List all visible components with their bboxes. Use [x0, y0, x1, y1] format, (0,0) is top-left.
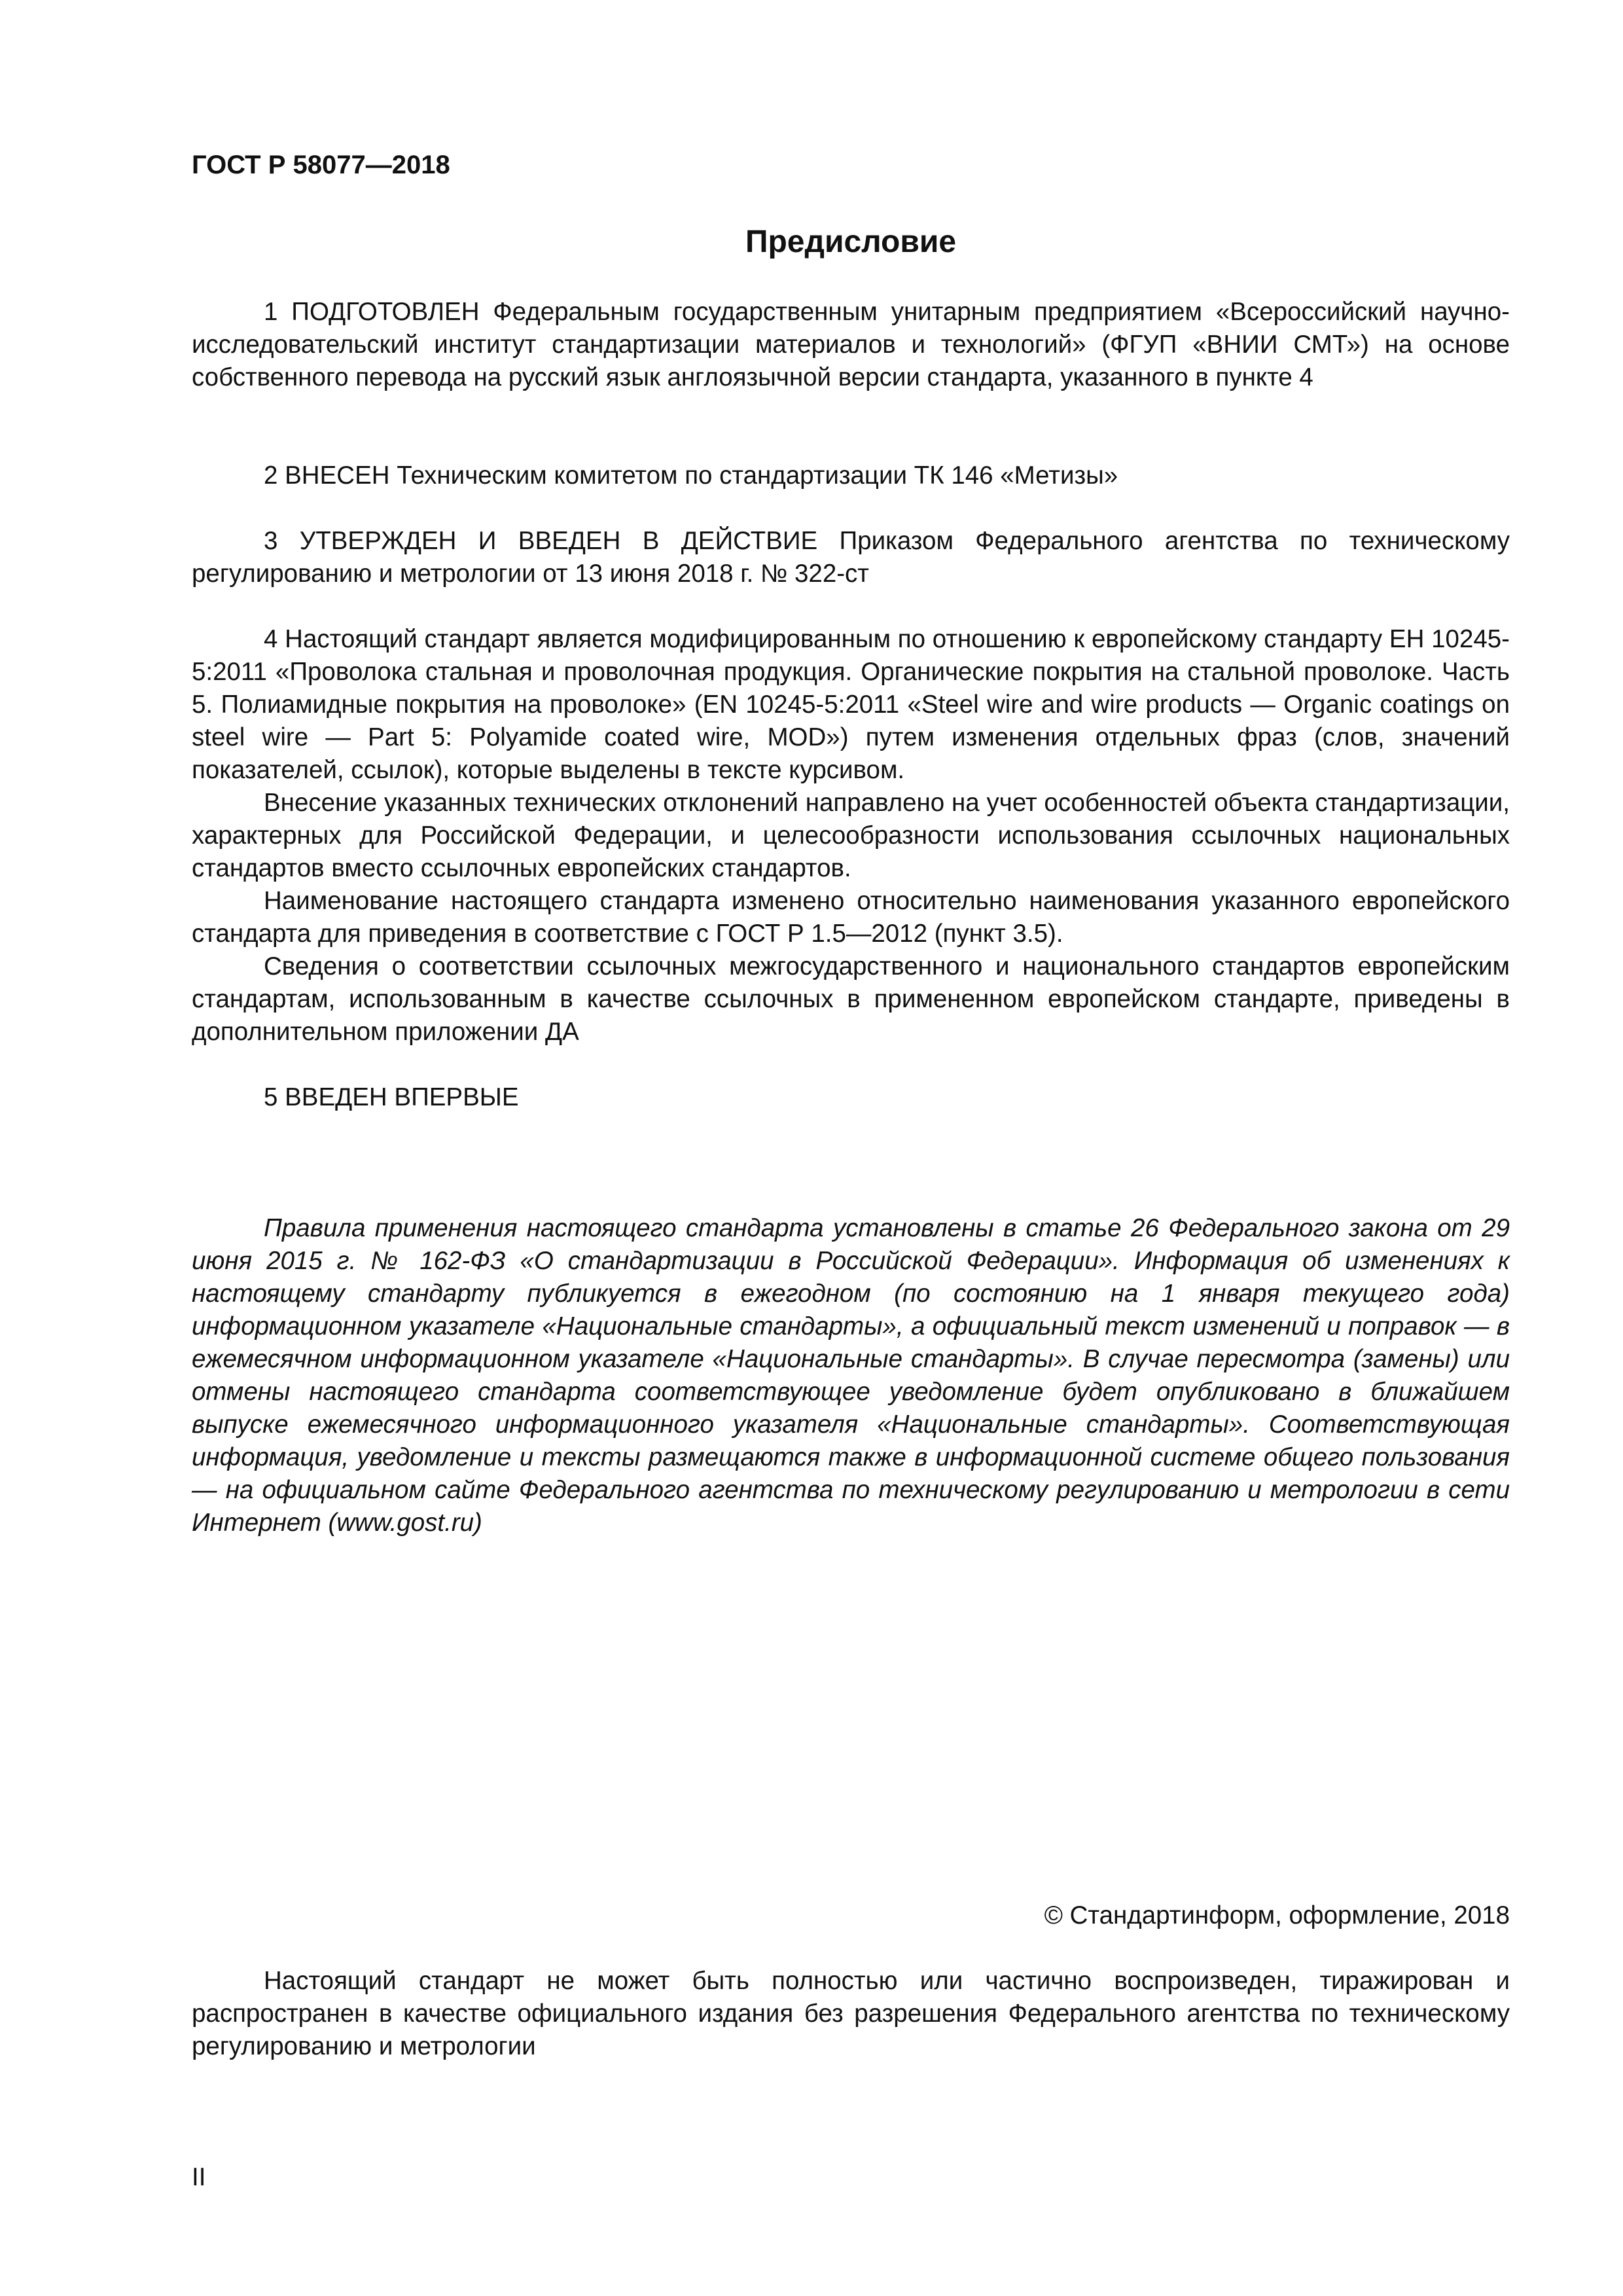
- document-code: ГОСТ Р 58077—2018: [192, 151, 450, 179]
- reproduction-notice-text: Настоящий стандарт не может быть полностью или частично воспроизведен, тиражирован и распространен в качестве официального издания без разрешения Федерального агентства по техническому регулированию и метрологии: [192, 1967, 1510, 2060]
- copyright-line: © Стандартинформ, оформление, 2018: [1044, 1901, 1510, 1929]
- foreword-item-4-text: 4 Настоящий стандарт является модифицированным по отношению к европейскому стандарту ЕН 10245-5:2011 «Проволока стальная и проволочная продукция. Органические покрытия на стальной проволоке. Часть 5. Полиамидные покрытия на проволоке» (EN 10245-5:2011 «Steel wire and wire products — Organic coatings on steel wire — Part 5: Polyamide coated wire, MOD») путем изменения отдельных фраз (слов, значений показателей, ссылок), которые выделены в тексте курсивом.: [192, 625, 1510, 784]
- foreword-item-2-text: 2 ВНЕСЕН Техническим комитетом по стандартизации ТК 146 «Метизы»: [264, 461, 1118, 490]
- application-rules-text: Правила применения настоящего стандарта установлены в статье 26 Федерального закона от 29 июня 2015 г. № 162-ФЗ «О стандартизации в Российской Федерации». Информация об изменениях к настоящему стандарту публикуется в ежегодном (по состоянию на 1 января текущего года) информационном указателе «Национальные стандарты», а официальный текст изменений и поправок — в ежемесячном информационном указателе «Национальные стандарты». В случае пересмотра (замены) или отмены настоящего стандарта соответствующее уведомление будет опубликовано в ближайшем выпуске ежемесячного информационного указателя «Национальные стандарты». Соответствующая информация, уведомление и тексты размещаются также в информационной системе общего пользования — на официальном сайте Федерального агентства по техническому регулированию и метрологии в сети Интернет (www.gost.ru): [192, 1214, 1510, 1537]
- foreword-item-5: [192, 1081, 1510, 1114]
- foreword-item-3-text: 3 УТВЕРЖДЕН И ВВЕДЕН В ДЕЙСТВИЕ Приказом Федерального агентства по техническому регулированию и метрологии от 13 июня 2018 г. № 322-ст: [192, 527, 1510, 588]
- foreword-item-3: [192, 525, 1510, 590]
- application-rules-block: [192, 1212, 1510, 1539]
- foreword-item-4: [192, 623, 1510, 1049]
- foreword-title: Предисловие: [745, 224, 957, 259]
- foreword-item-4-paragraph-2: Внесение указанных технических отклонений направлено на учет особенностей объекта стандартизации, характерных для Российской Федерации, и целесообразности использования ссылочных национальных стандартов вместо ссылочных европейских стандартов.: [192, 789, 1510, 882]
- foreword-item-1-text: 1 ПОДГОТОВЛЕН Федеральным государственным унитарным предприятием «Всероссийский научно-исследовательский институт стандартизации материалов и технологий» (ФГУП «ВНИИ СМТ») на основе собственного перевода на русский язык англоязычной версии стандарта, указанного в пункте 4: [192, 298, 1510, 391]
- foreword-item-4-paragraph-3: Наименование настоящего стандарта изменено относительно наименования указанного европейского стандарта для приведения в соответствие с ГОСТ Р 1.5—2012 (пункт 3.5).: [192, 887, 1510, 948]
- foreword-item-4-paragraph-4: Сведения о соответствии ссылочных межгосударственного и национального стандартов европейским стандартам, использованным в качестве ссылочных в примененном европейском стандарте, приведены в дополнительном приложении ДА: [192, 952, 1510, 1046]
- foreword-item-2: [192, 459, 1510, 492]
- reproduction-notice: [192, 1965, 1510, 2063]
- foreword-item-1: [192, 296, 1510, 394]
- page-number: II: [192, 2163, 206, 2191]
- foreword-item-5-text: 5 ВВЕДЕН ВПЕРВЫЕ: [264, 1083, 519, 1111]
